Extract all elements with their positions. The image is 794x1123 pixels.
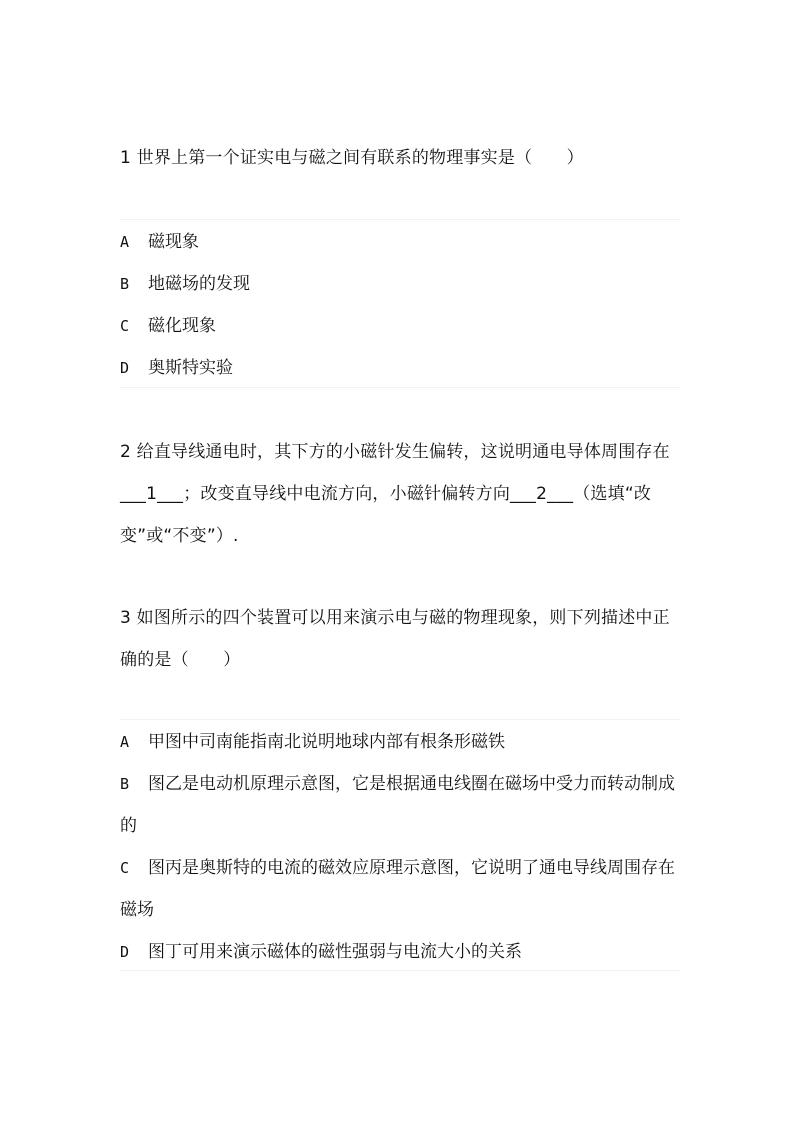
question-3-options [120, 721, 680, 973]
question-3-text: 3 如图所示的四个装置可以用来演示电与磁的物理现象，则下列描述中正确的是（ ） [120, 608, 670, 670]
option-letter: C [120, 317, 130, 335]
question-1-option-a [120, 221, 680, 263]
option-letter: C [120, 859, 130, 877]
divider [120, 719, 680, 720]
option-letter: B [120, 275, 130, 293]
question-1-option-d [120, 347, 680, 389]
divider [120, 219, 680, 220]
option-letter: B [120, 775, 130, 793]
question-3-option-b [120, 763, 680, 847]
divider [120, 970, 680, 971]
question-1-options [120, 221, 680, 389]
question-3-option-a [120, 721, 680, 763]
question-1-option-c [120, 305, 680, 347]
option-text: 图乙是电动机原理示意图，它是根据通电线圈在磁场中受力而转动制成的 [120, 774, 675, 836]
question-3-option-d [120, 931, 680, 973]
option-text: 甲图中司南能指南北说明地球内部有根条形磁铁 [148, 732, 505, 752]
option-text: 奥斯特实验 [148, 358, 233, 378]
option-letter: A [120, 733, 130, 751]
option-text: 地磁场的发现 [148, 274, 250, 294]
option-letter: D [120, 943, 130, 961]
option-text: 磁化现象 [148, 316, 216, 336]
option-letter: A [120, 233, 130, 251]
divider [120, 387, 680, 388]
option-text: 图丙是奥斯特的电流的磁效应原理示意图，它说明了通电导线周围存在磁场 [120, 858, 675, 920]
option-text: 图丁可用来演示磁体的磁性强弱与电流大小的关系 [148, 942, 522, 962]
question-1-option-b [120, 263, 680, 305]
question-2-text: 2 给直导线通电时，其下方的小磁针发生偏转，这说明通电导体周围存在___1___；改变直导线中电流方向，小磁针偏转方向___2___（选填“改变”或“不变”）. [120, 442, 670, 546]
option-letter: D [120, 359, 130, 377]
question-3-option-c [120, 847, 680, 931]
question-1-text: 1 世界上第一个证实电与磁之间有联系的物理事实是（ ） [120, 148, 584, 168]
option-text: 磁现象 [148, 232, 199, 252]
